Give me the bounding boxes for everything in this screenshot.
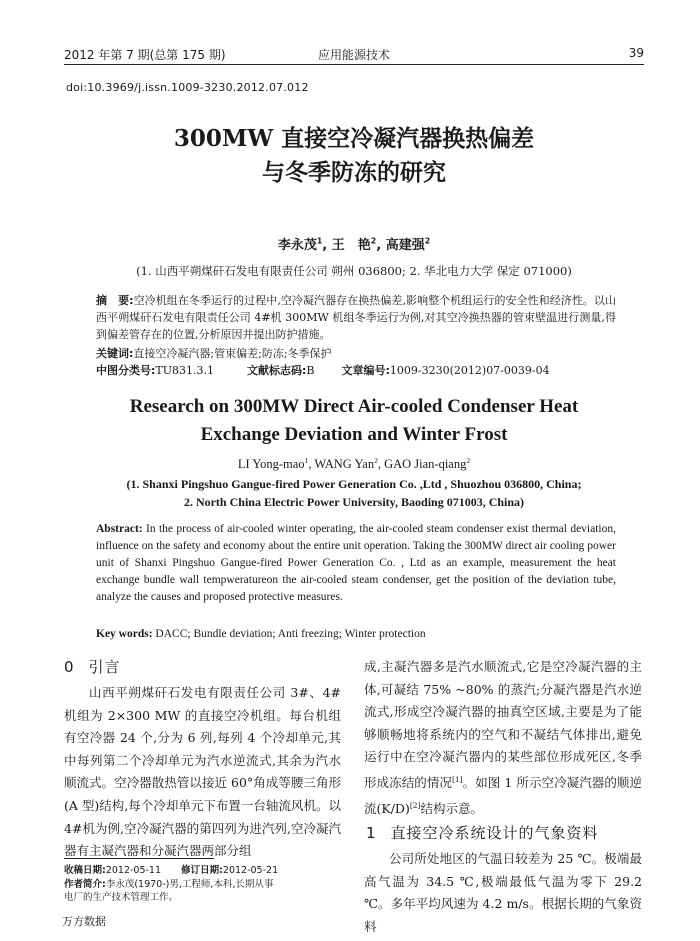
section-0-heading [64, 656, 121, 677]
author-bio: 李永茂(1970-)男,工程师,本科,长期从事电厂的生产技术管理工作。 [64, 879, 274, 903]
abstract-en [96, 521, 616, 606]
authors-cn: 李永茂$^1$, 王 艳$^2$, 高建强$^2$ [277, 236, 431, 253]
issue-info: 2012 年第 7 期(总第 175 期) [64, 48, 226, 62]
section-1-heading [366, 822, 599, 843]
footnote-rule [64, 858, 214, 859]
doc-code-value: B [306, 364, 315, 377]
affiliation-en-line1: (1. Shanxi Pingshuo Gangue-fired Power Generation Co. ,Ltd , Shuozhou 036800, China; [126, 477, 582, 491]
watermark: 万方数据 [62, 915, 106, 928]
continued-paragraph [364, 656, 642, 820]
author-en-3-sup: 2 [466, 456, 471, 465]
running-header [64, 44, 644, 66]
citation-1: [1] [451, 774, 463, 784]
doc-code-label: 文献标志码: [247, 364, 307, 377]
author-cn-1: 李永茂 [277, 238, 317, 253]
citation-2: [2] [409, 800, 421, 810]
abstract-en-text: In the process of air-cooled winter operating, the air-cooled steam condenser exist thermal deviation, influence on the safety and economy about the entire unit operation. Taking the 300MW direct air cooling power unit of Shanxi Pingshuo Gangue-fired Power Generation Co. , Ltd as an example, measurement the heat exchange bundle wall tempweratureon the air-cooled steam condenser, get the position of the deviation tube, analyze the causes and proposed protective measures. [96, 523, 616, 603]
section-0-body [64, 682, 341, 863]
section-1-paragraph: 公司所处地区的气温日较差为 25 ℃。极端最高气温为 34.5 ℃,极端最低气温为零下 29.2 ℃。多年平均风速为 4.2 m/s。根据长期的气象资料 [364, 851, 642, 934]
article-no-value: 1009-3230(2012)07-0039-04 [389, 364, 550, 377]
author-en-1: LI Yong-mao [237, 457, 305, 472]
author-cn-2: 王 艳 [331, 238, 371, 253]
keywords-en [96, 626, 616, 643]
revised-label: 修订日期: [181, 865, 223, 876]
author-en-2-sup: 2 [374, 456, 378, 465]
right-column-body [364, 656, 642, 820]
journal-name: 应用能源技术 [317, 48, 390, 62]
title-en-line1: Research on 300MW Direct Air-cooled Condenser Heat [129, 396, 579, 417]
author-cn-1-sup: 1 [316, 236, 323, 246]
keywords-en-text: DACC; Bundle deviation; Anti freezing; Winter protection [155, 628, 426, 640]
continued-text-c: 结构示意。 [420, 800, 483, 816]
author-cn-3-sup: 2 [424, 236, 431, 246]
affiliation-cn: (1. 山西平朔煤矸石发电有限责任公司 朔州 036800; 2. 华北电力大学 保定 071000) [136, 264, 572, 278]
section-1-title: 直接空冷系统设计的气象资料 [390, 824, 599, 842]
authors-en: LI Yong-mao$^1$, WANG Yan$^2$, GAO Jian-qiang$^2$ [237, 456, 471, 472]
author-bio-label: 作者简介: [64, 879, 106, 890]
section-0-title: 引言 [88, 658, 121, 676]
received-label: 收稿日期: [64, 865, 106, 876]
title-cn-line1: 300MW 直接空冷凝汽器换热偏差 [173, 125, 535, 152]
abstract-cn-label: 摘 要: [96, 294, 134, 307]
clc-value: TU831.3.1 [155, 364, 214, 377]
section-1-body [364, 848, 642, 938]
abstract-cn-text: 空冷机组在冬季运行的过程中,空冷凝汽器存在换热偏差,影响整个机组运行的安全性和经济性。以山西平朔煤矸石发电有限责任公司 4#机 300MW 机组冬季运行为例,对其空冷换热器的管束壁温进行测量,得到偏差管存在的位置,分析原因并提出防护措施。 [96, 294, 616, 341]
clc-label: 中图分类号: [96, 364, 156, 377]
affiliation-en-line2: 2. North China Electric Power University, Baoding 071003, China) [183, 495, 525, 509]
keywords-cn [96, 345, 616, 362]
section-0-paragraph: 山西平朔煤矸石发电有限责任公司 3#、4#机组为 2×300 MW 的直接空冷机组。每台机组有空冷器 24 个,分为 6 列,每列 4 个冷却单元,其中每列第二个冷却单元为汽水逆流式,其余为汽水顺流式。空冷器散热管以接近 60°角成等腰三角形(A 型)结构,每个冷却单元下布置一台轴流风机。以 4#机为例,空冷凝汽器的第四列为进汽列,空冷凝汽器有主凝汽器和分凝汽器两部分组 [64, 685, 341, 859]
footnote-dates [64, 864, 344, 877]
author-en-2: WANG Yan [314, 457, 375, 472]
continued-text-a: 成,主凝汽器多是汽水顺流式,它是空冷凝汽器的主体,可凝结 75% ~80% 的蒸汽;分凝汽器是汽水逆流式,形成空冷凝汽器的抽真空区域,主要是为了能够顺畅地将系统内的空气和不凝结气体排出,避免运行中在空冷凝汽器内的某些部位形成死区,冬季形成冻结的情况 [364, 659, 642, 791]
classification-cn [96, 362, 616, 379]
section-0-number: 0 [64, 658, 75, 676]
keywords-cn-text: 直接空冷凝汽器;管束偏差;防冻;冬季保护 [133, 347, 332, 360]
doi: doi:10.3969/j.issn.1009-3230.2012.07.012 [66, 81, 309, 94]
header-rule [64, 64, 644, 65]
title-en-line2: Exchange Deviation and Winter Frost [200, 424, 508, 445]
received-date: 2012-05-11 [105, 865, 162, 876]
author-en-3: GAO Jian-qiang [384, 457, 467, 472]
abstract-cn [96, 292, 616, 343]
footnote-author [64, 878, 274, 904]
abstract-en-label: Abstract: [96, 523, 143, 535]
continued-text-b: 。如图 1 所示空冷凝汽器的顺逆流(K/D) [364, 775, 642, 816]
author-cn-2-sup: 2 [370, 236, 377, 246]
title-cn-line2: 与冬季防冻的研究 [262, 159, 446, 186]
section-1-number: 1 [366, 824, 377, 842]
keywords-cn-label: 关键词: [96, 347, 134, 360]
revised-date: 2012-05-21 [222, 865, 279, 876]
author-cn-3: 高建强 [385, 238, 425, 253]
article-no-label: 文章编号: [341, 364, 390, 377]
author-en-1-sup: 1 [304, 456, 309, 465]
page-number: 39 [628, 46, 644, 60]
keywords-en-label: Key words: [96, 628, 153, 640]
